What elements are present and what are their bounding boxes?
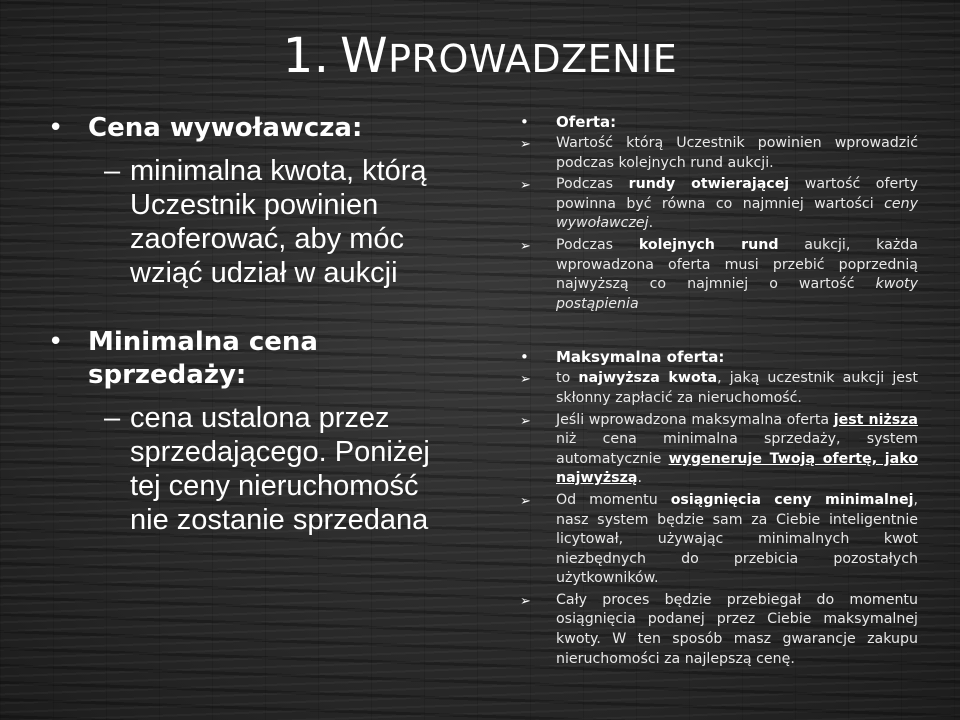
- offer-item: [520, 175, 918, 234]
- offer-item: [520, 236, 918, 314]
- item-text: Cały proces będzie przebiegał do momentu osiągnięcia podanej przez Ciebie maksymalnej kwoty. W ten sposób masz gwarancje zakupu nieruchomości za najlepszą cenę.: [556, 591, 918, 667]
- offer-item: [520, 134, 918, 173]
- title-number: 1.: [282, 28, 330, 84]
- max-offer-heading: Maksymalna oferta:: [556, 348, 725, 367]
- max-offer-item: [520, 411, 918, 489]
- max-offer-section: [520, 348, 918, 669]
- dash-icon: –: [104, 155, 121, 187]
- arrowhead-icon: ➢: [520, 137, 531, 152]
- left-column: [48, 112, 458, 537]
- arrowhead-icon: ➢: [520, 238, 531, 254]
- item-bold-underlined-text: jest niższa: [833, 411, 918, 428]
- arrowhead-icon: ➢: [520, 593, 531, 609]
- item-bold-text: osiągnięcia ceny minimalnej: [670, 491, 914, 508]
- item-text: Jeśli wprowadzona maksymalna oferta: [556, 411, 834, 428]
- max-offer-item: [520, 369, 918, 408]
- arrowhead-icon: ➢: [520, 493, 531, 509]
- dash-icon: –: [104, 402, 121, 434]
- bullet-dot-icon: •: [48, 327, 64, 357]
- bullet-dot-icon: •: [520, 348, 529, 367]
- item-text: .: [648, 215, 654, 232]
- item-italic-text: ceny wywoławczej: [556, 195, 918, 232]
- bullet-dot-icon: •: [48, 113, 64, 143]
- offer-heading: Oferta:: [556, 113, 617, 131]
- title-rest: PROWADZENIE: [388, 37, 678, 81]
- item-bold-text: rundy otwierającej: [628, 176, 790, 193]
- max-offer-item: [520, 491, 918, 589]
- item-italic-text: kwoty postąpienia: [556, 276, 918, 312]
- item-bold-underlined-text: wygeneruje Twoją ofertę, jako najwyższą: [556, 450, 918, 487]
- offer-section: [520, 113, 918, 314]
- min-sale-price-section: [48, 326, 458, 537]
- item-text: aukcji, każda wprowadzona oferta musi przebić poprzednią najwyższą co najmniej o wartość: [556, 236, 918, 293]
- starting-price-description: minimalna kwota, którą Uczestnik powinien zaoferować, aby móc wziąć udział w aukcji: [130, 155, 427, 289]
- starting-price-heading: Cena wywoławcza:: [88, 113, 363, 143]
- arrowhead-icon: ➢: [520, 372, 531, 388]
- title-first-letter: W: [340, 28, 389, 84]
- bullet-dot-icon: •: [520, 113, 529, 131]
- arrowhead-icon: ➢: [520, 413, 531, 429]
- min-sale-price-description: cena ustalona przez sprzedającego. Poniżej tej ceny nieruchomość nie zostanie sprzedana: [130, 402, 430, 536]
- item-text: Podczas: [556, 236, 639, 253]
- right-column: [520, 113, 918, 669]
- item-text: Wartość którą Uczestnik powinien wprowadzić podczas kolejnych rund aukcji.: [556, 135, 918, 171]
- arrowhead-icon: ➢: [520, 178, 531, 194]
- item-bold-text: kolejnych rund: [638, 236, 779, 253]
- item-text: Podczas: [556, 176, 629, 193]
- max-offer-item: [520, 591, 918, 669]
- item-text: wartość oferty powinna być równa co najmniej wartości: [556, 176, 918, 212]
- item-bold-text: najwyższa kwota: [578, 370, 718, 387]
- item-text: , jaką uczestnik aukcji jest skłonny zapłacić za nieruchomość.: [556, 370, 918, 406]
- item-text: to: [556, 370, 579, 387]
- item-text: , nasz system będzie sam za Ciebie inteligentnie licytował, używając minimalnych kwot niezbędnych do przebicia pozostałych użytkowników.: [556, 491, 918, 587]
- slide-title: [0, 28, 960, 89]
- item-text: niż cena minimalna sprzedaży, system automatycznie: [556, 431, 918, 467]
- item-text: .: [637, 470, 642, 487]
- starting-price-section: [48, 112, 458, 290]
- min-sale-price-heading: Minimalna cena sprzedaży:: [88, 327, 318, 390]
- item-text: Od momentu: [556, 491, 671, 508]
